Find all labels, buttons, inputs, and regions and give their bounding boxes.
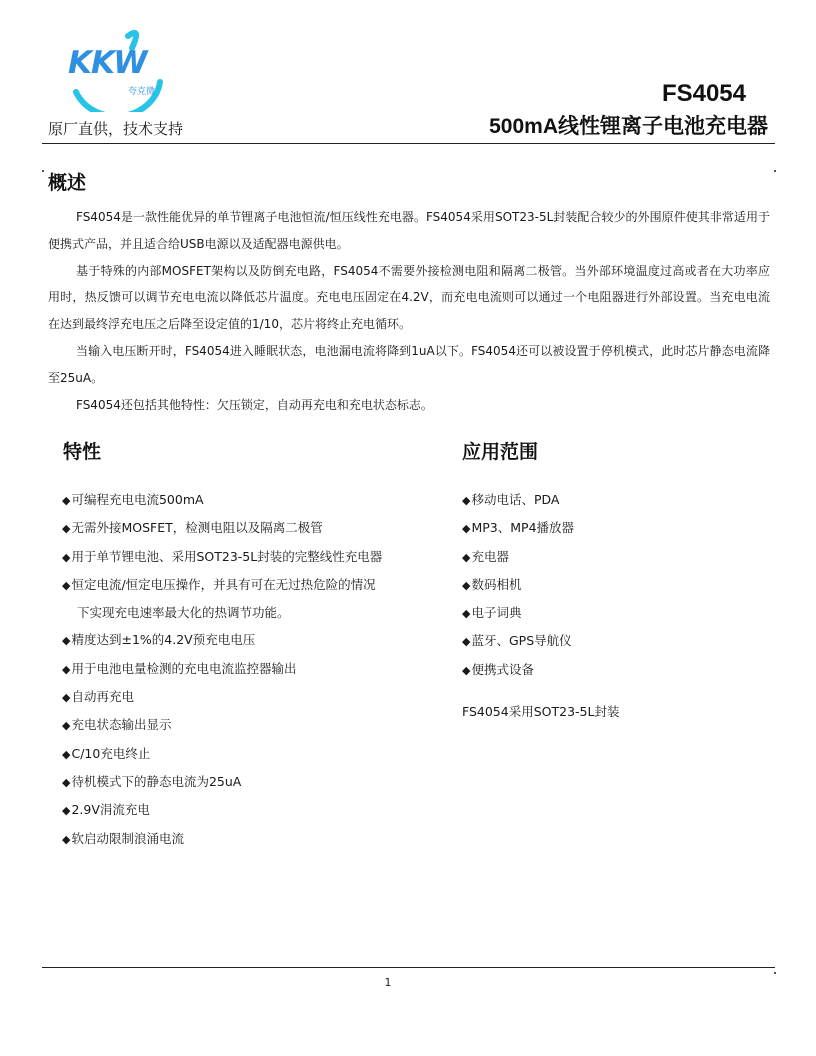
features-list <box>62 486 432 853</box>
bullet-icon: ◆ <box>62 522 71 536</box>
overview-paragraph: 当输入电压断开时，FS4054进入睡眠状态，电池漏电流将降到1uA以下。FS4054还可以被设置于停机模式，此时芯片静态电流降至25uA。 <box>48 343 770 385</box>
header-tagline: 原厂直供，技术支持 <box>48 120 184 138</box>
margin-mark <box>774 170 776 172</box>
feature-item: ◆用于单节锂电池、采用SOT23-5L封装的完整线性充电器 <box>62 548 383 564</box>
margin-mark <box>42 170 44 172</box>
document-title: 500mA线性锂离子电池充电器 <box>489 115 768 138</box>
feature-item: ◆待机模式下的静态电流为25uA <box>62 773 242 789</box>
applications-heading: 应用范围 <box>462 441 539 463</box>
bullet-icon: ◆ <box>462 663 471 677</box>
bullet-icon: ◆ <box>462 522 471 536</box>
package-note: FS4054采用SOT23-5L封装 <box>462 704 620 719</box>
bullet-icon: ◆ <box>62 775 71 789</box>
bullet-icon: ◆ <box>62 832 71 846</box>
overview-paragraph: 基于特殊的内部MOSFET架构以及防倒充电路，FS4054不需要外接检测电阻和隔离二极管。当外部环境温度过高或者在大功率应用时，热反馈可以调节充电电流以降低芯片温度。充电电压固定在4.2V，而充电电流则可以通过一个电阻器进行外部设置。当充电电流在达到最终浮充电压之后降至设定值的1/10，芯片将终止充电循环。 <box>48 263 770 332</box>
feature-item: ◆充电状态输出显示 <box>62 717 172 733</box>
bullet-icon: ◆ <box>462 578 471 592</box>
feature-item: ◆2.9V涓流充电 <box>62 802 150 818</box>
footer-divider <box>42 967 775 968</box>
bullet-icon: ◆ <box>62 747 71 761</box>
page-number: 1 <box>384 976 392 989</box>
bullet-icon: ◆ <box>62 578 71 592</box>
features-heading: 特性 <box>63 441 102 463</box>
bullet-icon: ◆ <box>62 550 71 564</box>
feature-item: ◆软启动限制浪涌电流 <box>62 830 184 846</box>
overview-paragraph: FS4054还包括其他特性：欠压锁定，自动再充电和充电状态标志。 <box>76 397 433 412</box>
bullet-icon: ◆ <box>62 494 71 507</box>
application-item: ◆数码相机 <box>462 576 522 592</box>
margin-mark <box>774 972 776 974</box>
application-item: ◆蓝牙、GPS导航仪 <box>462 633 572 649</box>
feature-item: ◆可编程充电电流500mA <box>62 492 204 507</box>
overview-section <box>48 204 770 418</box>
feature-item: ◆C/10充电终止 <box>62 745 151 761</box>
bullet-icon: ◆ <box>462 494 471 507</box>
applications-list <box>462 486 762 684</box>
feature-item: ◆恒定电流/恒定电压操作，并具有可在无过热危险的情况 下实现充电速率最大化的热调节功能。 <box>62 571 432 627</box>
application-item: ◆充电器 <box>462 548 509 564</box>
bullet-icon: ◆ <box>62 804 71 818</box>
application-item: ◆MP3、MP4播放器 <box>462 520 575 536</box>
bullet-icon: ◆ <box>62 691 71 705</box>
feature-item-continuation: 下实现充电速率最大化的热调节功能。 <box>77 605 290 621</box>
model-number: FS4054 <box>661 80 746 107</box>
bullet-icon: ◆ <box>62 662 71 676</box>
feature-item: ◆精度达到±1%的4.2V预充电电压 <box>62 632 256 648</box>
bullet-icon: ◆ <box>62 719 71 733</box>
bullet-icon: ◆ <box>62 634 71 648</box>
overview-heading: 概述 <box>48 172 87 194</box>
header-divider <box>42 143 775 144</box>
bullet-icon: ◆ <box>462 635 471 649</box>
logo-subtext: 夸克微 <box>128 87 156 97</box>
application-item: ◆移动电话、PDA <box>462 492 560 507</box>
feature-item: ◆用于电池电量检测的充电电流监控器输出 <box>62 660 297 676</box>
feature-item: ◆自动再充电 <box>62 689 134 705</box>
bullet-icon: ◆ <box>462 550 471 564</box>
overview-paragraph: FS4054是一款性能优异的单节锂离子电池恒流/恒压线性充电器。FS4054采用SOT23-5L封装配合较少的外围原件使其非常适用于便携式产品，并且适合给USB电源以及适配器电源供电。 <box>48 210 770 251</box>
application-item: ◆电子词典 <box>462 605 522 621</box>
application-item: ◆便携式设备 <box>462 661 534 677</box>
bullet-icon: ◆ <box>462 607 471 621</box>
logo-wordmark: KKW <box>68 45 147 81</box>
feature-item: ◆无需外接MOSFET，检测电阻以及隔离二极管 <box>62 520 323 536</box>
